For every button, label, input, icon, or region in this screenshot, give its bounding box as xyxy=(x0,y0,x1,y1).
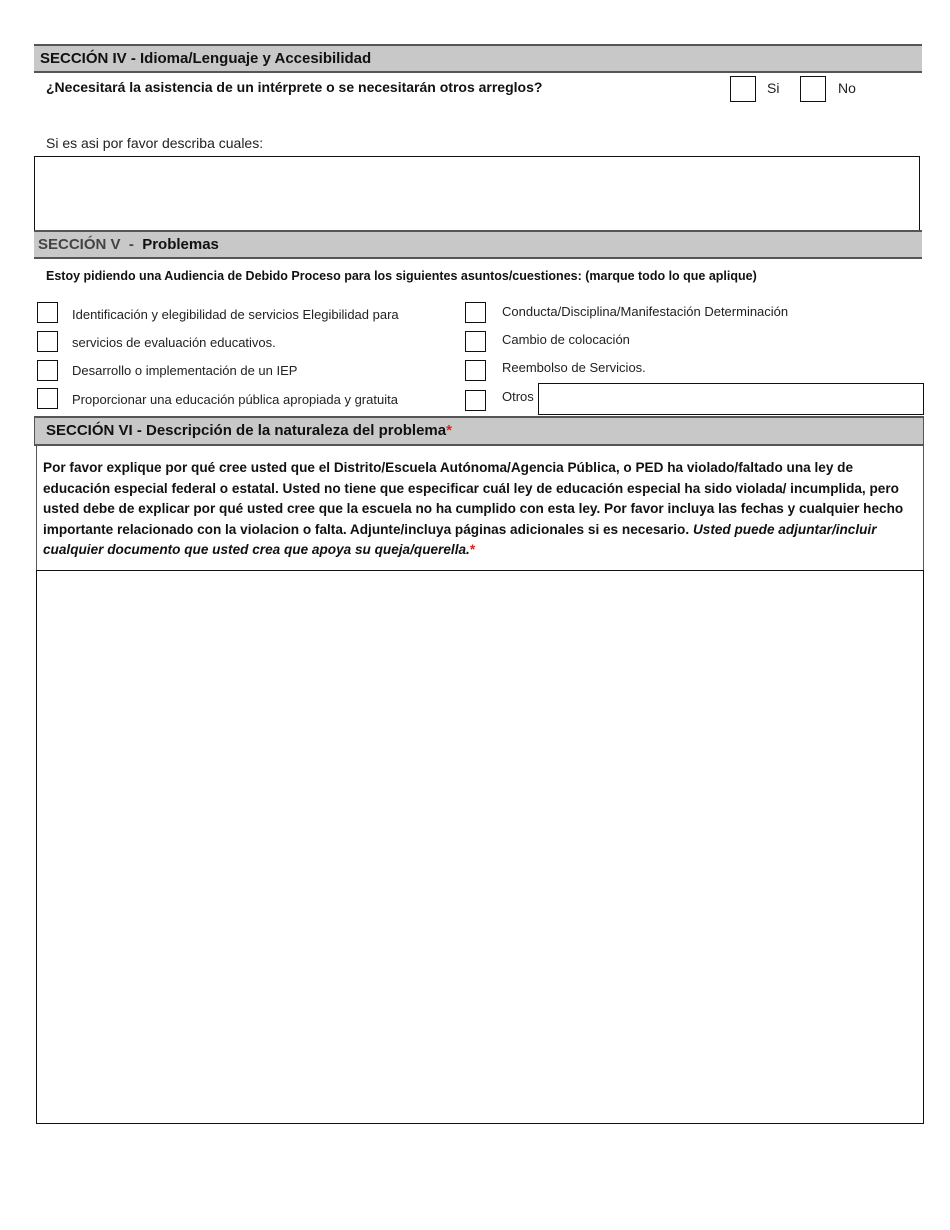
placement-checkbox[interactable] xyxy=(465,331,486,352)
others-label: Otros xyxy=(502,389,534,404)
interpreter-question: ¿Necesitará la asistencia de un intérprete o se necesitarán otros arreglos? xyxy=(46,79,543,95)
evaluation-checkbox[interactable] xyxy=(37,331,58,352)
interpreter-yes-checkbox[interactable] xyxy=(730,76,756,102)
eligibility-label-line1: Identificación y elegibilidad de servicios Elegibilidad para xyxy=(72,307,399,322)
reimbursement-label: Reembolso de Servicios. xyxy=(502,360,646,375)
instructions-italic-text: Usted puede adjuntar/incluir cualquier documento que usted crea que apoya su queja/querella. xyxy=(43,521,877,557)
describe-label: Si es asi por favor describa cuales: xyxy=(46,135,264,151)
interpreter-yes-label: Si xyxy=(767,80,780,96)
conduct-label: Conducta/Disciplina/Manifestación Determinación xyxy=(502,304,789,319)
others-input[interactable] xyxy=(538,383,924,415)
section-6-instructions xyxy=(36,446,924,570)
iep-label: Desarrollo o implementación de un IEP xyxy=(72,363,298,378)
section-5-header xyxy=(34,230,922,259)
eligibility-checkbox[interactable] xyxy=(37,302,58,323)
section-5-title: Problemas xyxy=(142,236,219,253)
section-4-header xyxy=(34,44,922,73)
evaluation-label: servicios de evaluación educativos. xyxy=(72,335,276,350)
problem-description-textarea[interactable] xyxy=(36,570,924,1124)
fape-label: Proporcionar una educación pública apropiada y gratuita xyxy=(72,392,398,407)
interpreter-no-label: No xyxy=(838,80,856,96)
required-asterisk: * xyxy=(446,422,452,439)
section-5-instruction: Estoy pidiendo una Audiencia de Debido Proceso para los siguientes asuntos/cuestiones: (marque todo lo que aplique) xyxy=(46,269,757,283)
section-6-title: SECCIÓN VI - Descripción de la naturaleza del problema xyxy=(46,422,447,439)
arrangements-textarea[interactable] xyxy=(34,156,920,231)
placement-label: Cambio de colocación xyxy=(502,332,630,347)
section-5-title-prefix: SECCIÓN V - xyxy=(38,236,139,253)
section-4-title: SECCIÓN IV - Idioma/Lenguaje y Accesibilidad xyxy=(40,50,372,67)
section-6-header xyxy=(34,416,924,446)
reimbursement-checkbox[interactable] xyxy=(465,360,486,381)
instructions-text: Por favor explique por qué cree usted que el Distrito/Escuela Autónoma/Agencia Pública, o PED ha violado/faltado una ley de educación especial federal o estatal. Usted no tiene que especificar cuál ley de educación especial ha sido violada/ incumplida, pero usted debe de explicar por qué usted cree que la escuela no ha cumplido con esta ley. Por favor incluya las fechas y cualquier hecho importante relacionado con la violacion o falta. Adjunte/incluya páginas adicionales si es necesario. xyxy=(43,460,904,537)
interpreter-no-checkbox[interactable] xyxy=(800,76,826,102)
iep-checkbox[interactable] xyxy=(37,360,58,381)
required-asterisk-2: * xyxy=(469,542,476,557)
fape-checkbox[interactable] xyxy=(37,388,58,409)
others-checkbox[interactable] xyxy=(465,390,486,411)
conduct-checkbox[interactable] xyxy=(465,302,486,323)
